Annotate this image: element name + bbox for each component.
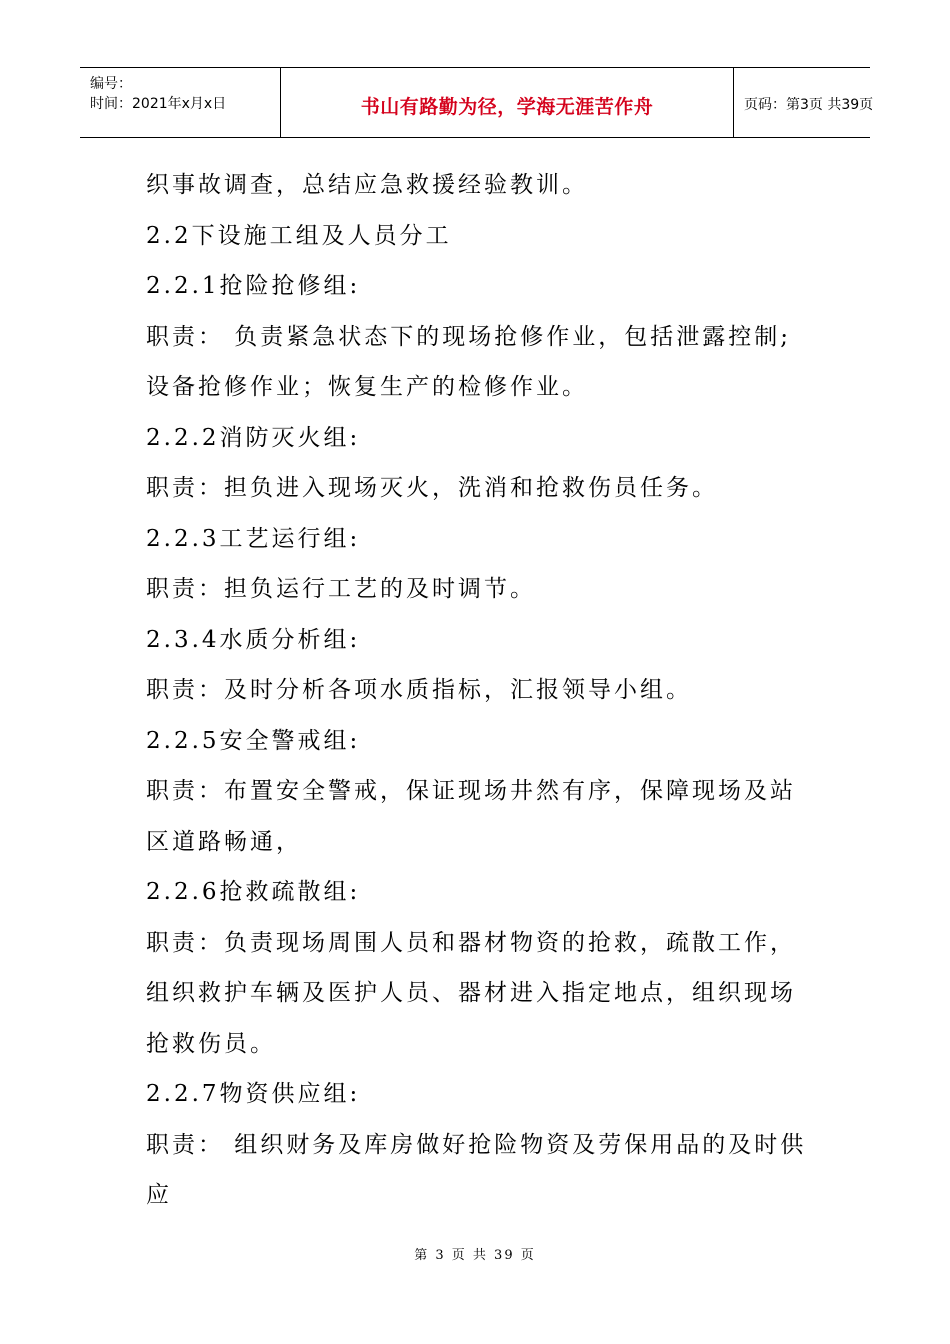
header-info-cell: [80, 68, 280, 137]
subsection-heading: 2.3.4水质分析组:: [146, 626, 361, 653]
body-line: 职责：担负运行工艺的及时调节。: [146, 576, 536, 602]
body-line: 设备抢修作业；恢复生产的检修作业。: [146, 374, 588, 400]
body-line: 组织救护车辆及医护人员、器材进入指定地点，组织现场: [146, 980, 796, 1006]
body-line: 抢救伤员。: [146, 1030, 276, 1057]
header-page-number: 页码：第3页 共39页: [744, 97, 874, 113]
document-number-label: 编号：: [90, 76, 132, 92]
header-page-cell: [734, 68, 874, 137]
body-line: 职责：负责现场周围人员和器材物资的抢救，疏散工作，: [146, 929, 796, 956]
header-motto-cell: [280, 68, 734, 137]
header-motto: 书山有路勤为径，学海无涯苦作舟: [360, 96, 654, 118]
body-line: 职责：担负进入现场灭火，洗消和抢救伤员任务。: [146, 475, 718, 501]
subsection-heading: 2.2.5安全警戒组:: [146, 727, 361, 754]
document-time-label: 时间：2021年x月x日: [90, 96, 227, 112]
section-heading: 2.2下设施工组及人员分工: [146, 222, 452, 249]
body-line: 职责： 负责紧急状态下的现场抢修作业，包括泄露控制;: [146, 323, 792, 350]
subsection-heading: 2.2.7物资供应组:: [146, 1081, 361, 1107]
subsection-heading: 2.2.2消防灭火组:: [146, 424, 361, 451]
body-line: 区道路畅通，: [146, 828, 302, 855]
body-line: 职责：及时分析各项水质指标，汇报领导小组。: [146, 677, 692, 703]
subsection-heading: 2.2.6抢救疏散组:: [146, 879, 361, 905]
page-footer: 第 3 页 共 39 页: [414, 1248, 536, 1263]
subsection-heading: 2.2.3工艺运行组:: [146, 525, 361, 552]
body-line: 织事故调查，总结应急救援经验教训。: [146, 172, 588, 198]
subsection-heading: 2.2.1抢险抢修组:: [146, 273, 361, 299]
body-line: 职责： 组织财务及库房做好抢险物资及劳保用品的及时供: [146, 1131, 807, 1158]
document-body: [146, 160, 816, 1221]
body-line: 职责：布置安全警戒，保证现场井然有序，保障现场及站: [146, 778, 796, 804]
body-line: 应: [146, 1182, 172, 1208]
page-header: [80, 67, 874, 138]
